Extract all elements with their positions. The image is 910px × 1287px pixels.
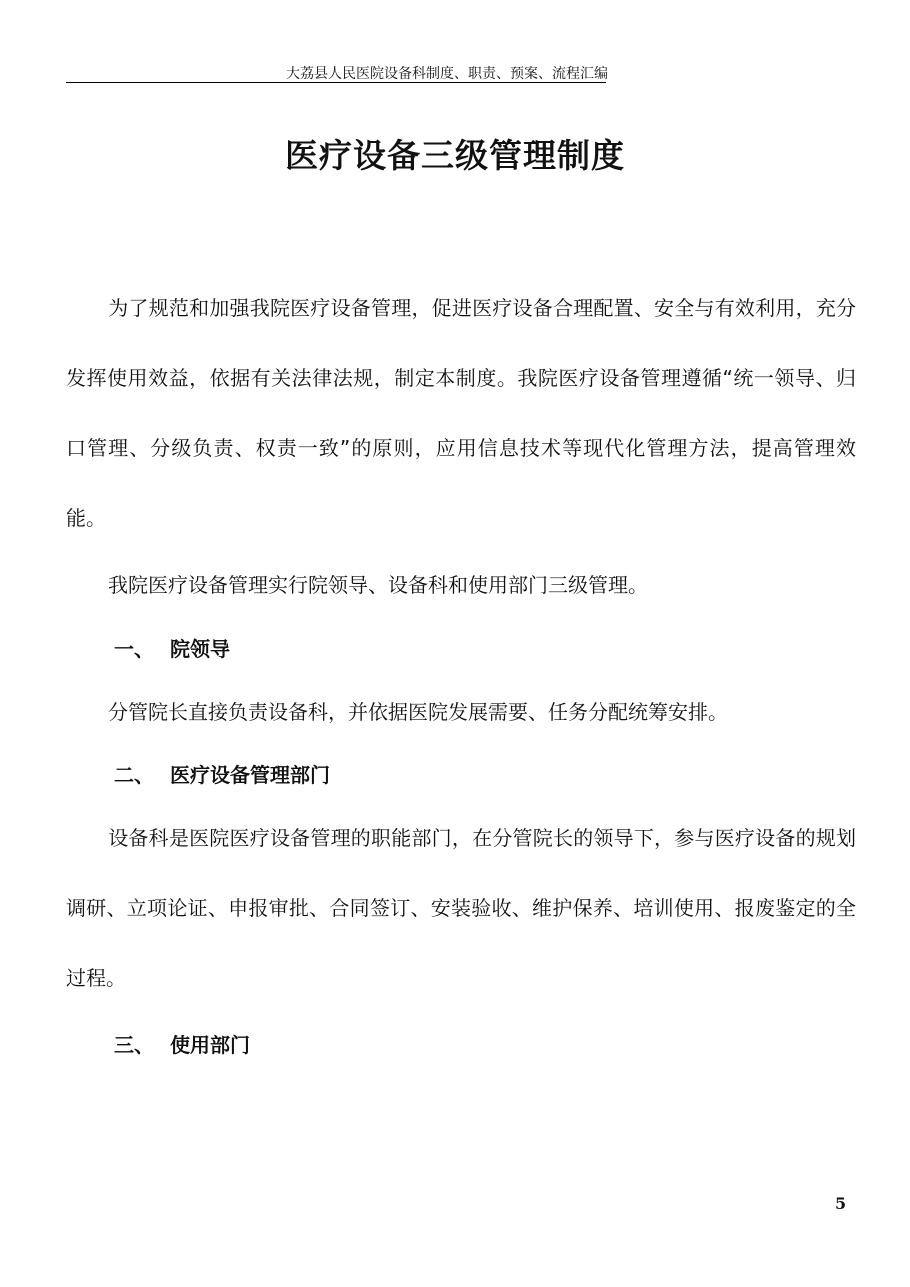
section-title-2: 医疗设备管理部门 (170, 763, 330, 787)
section-title-1: 院领导 (170, 637, 230, 661)
section-body-2 (66, 803, 856, 1013)
section-heading-3 (114, 1030, 250, 1060)
section-heading-1 (114, 634, 230, 664)
section-number-2: 二、 (114, 763, 154, 787)
section-number-3: 三、 (114, 1033, 154, 1057)
header-rule (66, 82, 606, 83)
page-number: 5 (835, 1194, 847, 1213)
section-title-3: 使用部门 (170, 1033, 250, 1057)
section-heading-2 (114, 760, 330, 790)
intro-paragraph (66, 273, 856, 553)
intro-paragraph-text: 为了规范和加强我院医疗设备管理，促进医疗设备合理配置、安全与有效利用，充分发挥使用效益，依据有关法律法规，制定本制度。我院医疗设备管理遵循“统一领导、归口管理、分级负责、权责一致”的原则，应用信息技术等现代化管理方法，提高管理效能。 (66, 296, 856, 530)
three-level-statement: 我院医疗设备管理实行院领导、设备科和使用部门三级管理。 (108, 573, 648, 597)
section-body-1: 分管院长直接负责设备科，并依据医院发展需要、任务分配统筹安排。 (108, 700, 728, 724)
section-number-1: 一、 (114, 637, 154, 661)
running-header: 大荔县人民医院设备科制度、职责、预案、流程汇编 (286, 66, 608, 82)
section-body-2-text: 设备科是医院医疗设备管理的职能部门，在分管院长的领导下，参与医疗设备的规划调研、立项论证、申报审批、合同签订、安装验收、维护保养、培训使用、报废鉴定的全过程。 (66, 826, 856, 990)
document-title: 医疗设备三级管理制度 (285, 136, 625, 175)
